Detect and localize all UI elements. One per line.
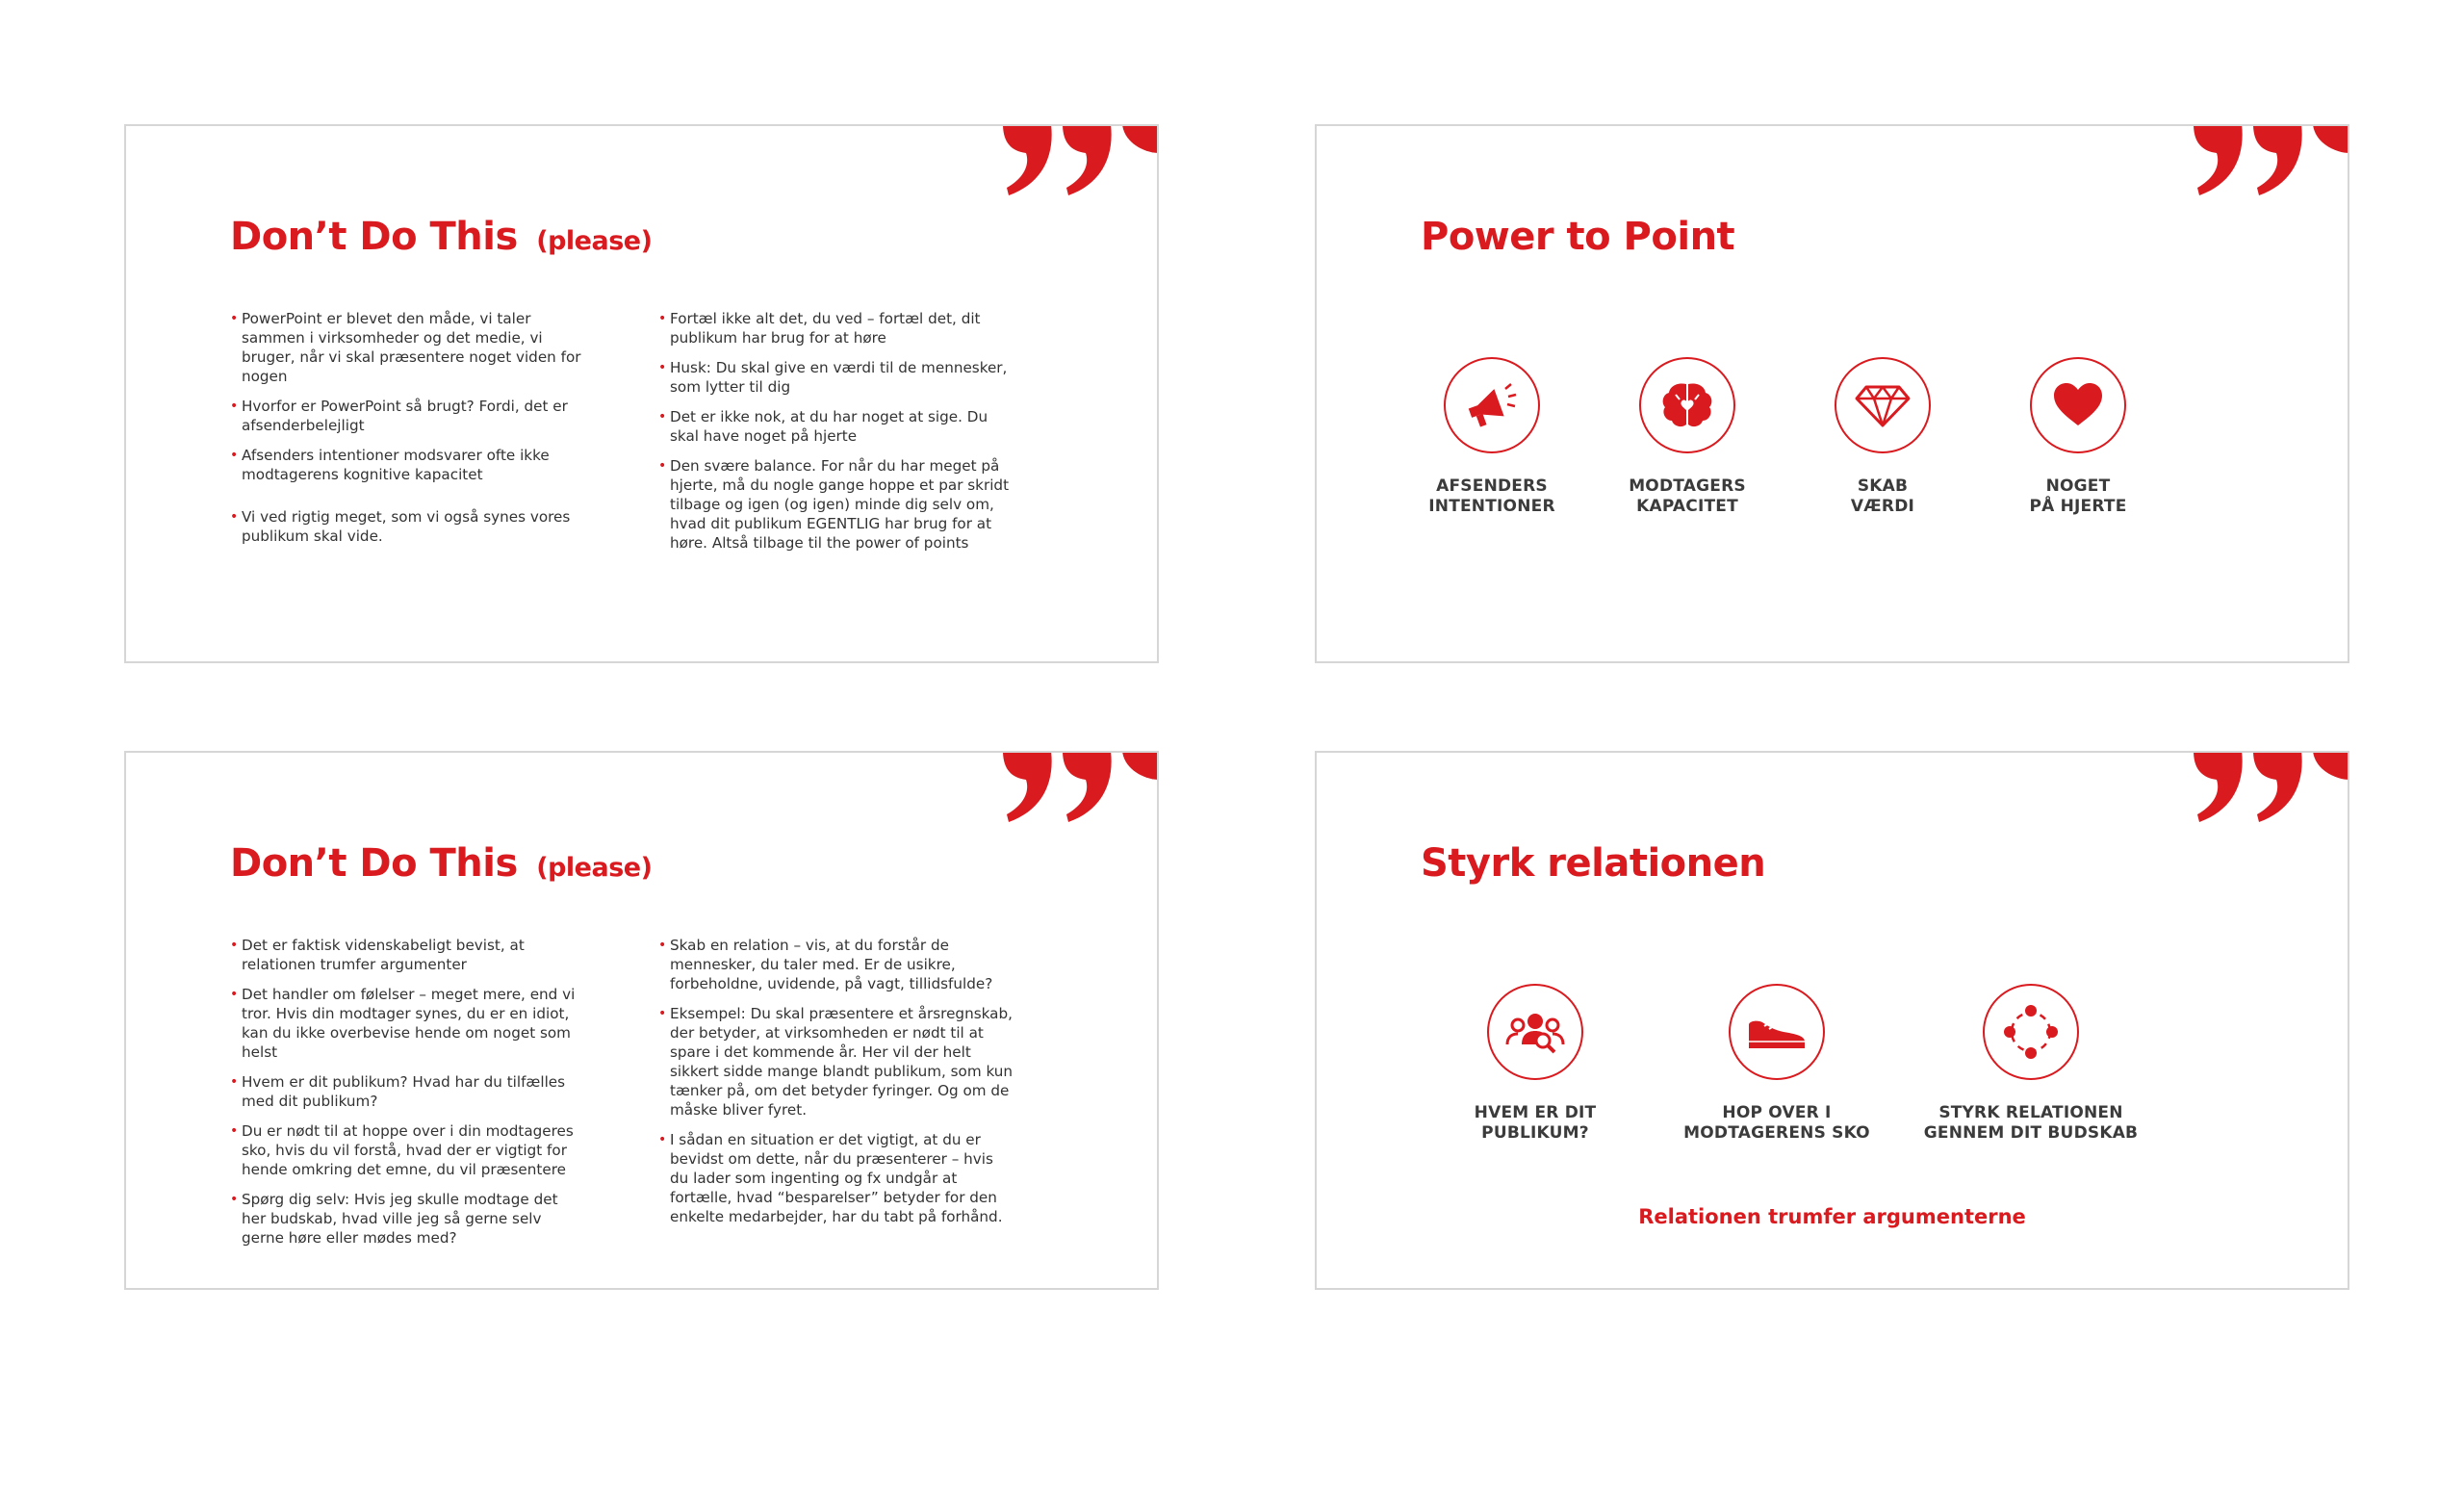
bullet-item: • Skab en relation – vis, at du forstår de mennesker, du taler med. Er de usikre, forbeholdne, uvidende, på vagt, tillidsfulde? [658, 936, 1014, 993]
heart-icon [2030, 357, 2126, 453]
slide-dont-do-this-1[interactable] [124, 124, 1159, 663]
slide-title: Power to Point [1421, 215, 1735, 259]
quote-mark-icon [2194, 751, 2349, 822]
shoe-icon [1729, 984, 1825, 1080]
icon-label: HVEM ER DIT PUBLIKUM? [1474, 1103, 1597, 1143]
bullet-item: • Eksempel: Du skal præsentere et årsregnskab, der betyder, at virksomheden er nødt til at spare i det kommende år. Her vil der helt sikkert sidde mange blandt publikum, som kun tænker på, om det betyder fyringer. Og om de måske bliver fyret. [658, 1004, 1014, 1120]
quote-mark-icon [2194, 124, 2349, 195]
slide-dont-do-this-2[interactable] [124, 751, 1159, 1290]
slide-subtitle: (please) [536, 853, 653, 883]
quote-mark-icon [1003, 751, 1159, 822]
slide-tagline: Relationen trumfer argumenterne [1638, 1205, 2026, 1228]
icon-label: STYRK RELATIONEN GENNEM DIT BUDSKAB [1923, 1103, 2139, 1143]
icon-item-noget [1963, 357, 2194, 517]
bullet-item: • Den svære balance. For når du har meget på hjerte, må du nogle gange hoppe et par skridt tilbage og igen (og igen) minde dig selv om, hvad dit publikum EGENTLIG har brug for at høre. Altså tilbage til the power of points [658, 456, 1014, 553]
diamond-icon [1835, 357, 1931, 453]
icon-label: NOGET PÅ HJERTE [2029, 476, 2127, 516]
icon-item-relation [1915, 984, 2146, 1144]
icon-item-publikum [1420, 984, 1651, 1144]
bullet-list-left [230, 936, 586, 1258]
bullet-list-left [230, 309, 586, 556]
bullet-item: • Spørg dig selv: Hvis jeg skulle modtage det her budskab, hvad ville jeg så gerne selv gerne høre eller mødes med? [230, 1190, 586, 1248]
bullet-item: • Husk: Du skal give en værdi til de mennesker, som lytter til dig [658, 358, 1014, 397]
bullet-item: • PowerPoint er blevet den måde, vi taler sammen i virksomheder og det medie, vi bruger, når vi skal præsentere noget viden for nogen [230, 309, 586, 386]
bullet-item: • Det er faktisk videnskabeligt bevist, at relationen trumfer argumenter [230, 936, 586, 974]
bullet-list-right [658, 936, 1014, 1237]
icon-item-sko [1661, 984, 1892, 1144]
slide-power-to-point[interactable] [1315, 124, 2349, 663]
slide-title: Don’t Do This (please) [230, 215, 653, 259]
icon-label: MODTAGERS KAPACITET [1629, 476, 1746, 516]
megaphone-icon [1444, 357, 1540, 453]
bullet-item: • Hvem er dit publikum? Hvad har du tilfælles med dit publikum? [230, 1072, 586, 1111]
slide-title: Styrk relationen [1421, 841, 1766, 886]
brain-icon [1639, 357, 1735, 453]
icon-label: HOP OVER I MODTAGERENS SKO [1683, 1103, 1870, 1143]
bullet-item: • Det handler om følelser – meget mere, end vi tror. Hvis din modtager synes, du er en idiot, kan du ikke overbevise hende om noget som helst [230, 985, 586, 1062]
icon-label: AFSENDERS INTENTIONER [1428, 476, 1555, 516]
bullet-item: • Afsenders intentioner modsvarer ofte ikke modtagerens kognitive kapacitet [230, 446, 586, 484]
bullet-item: • Det er ikke nok, at du har noget at sige. Du skal have noget på hjerte [658, 407, 1014, 446]
slide-styrk-relationen[interactable] [1315, 751, 2349, 1290]
bullet-item: • I sådan en situation er det vigtigt, at du er bevidst om dette, når du præsenterer – hvis du lader som ingenting og fx undgår at fortælle, hvad “besparelser” betyder for den enkelte medarbejder, har du tabt på forhånd. [658, 1130, 1014, 1226]
slide-subtitle: (please) [536, 226, 653, 256]
bullet-item: • Du er nødt til at hoppe over i din modtageres sko, hvis du vil forstå, hvad der er vigtigt for hende omkring det emne, du vil præsentere [230, 1121, 586, 1179]
connection-circle-icon [1983, 984, 2079, 1080]
audience-search-icon [1487, 984, 1583, 1080]
icon-label: SKAB VÆRDI [1850, 476, 1915, 516]
bullet-item: • Vi ved rigtig meget, som vi også synes vores publikum skal vide. [230, 507, 586, 546]
quote-mark-icon [1003, 124, 1159, 195]
bullet-item: • Hvorfor er PowerPoint så brugt? Fordi, det er afsenderbelejligt [230, 397, 586, 435]
bullet-item: • Fortæl ikke alt det, du ved – fortæl det, dit publikum har brug for at høre [658, 309, 1014, 348]
bullet-list-right [658, 309, 1014, 563]
slide-title: Don’t Do This (please) [230, 841, 653, 886]
